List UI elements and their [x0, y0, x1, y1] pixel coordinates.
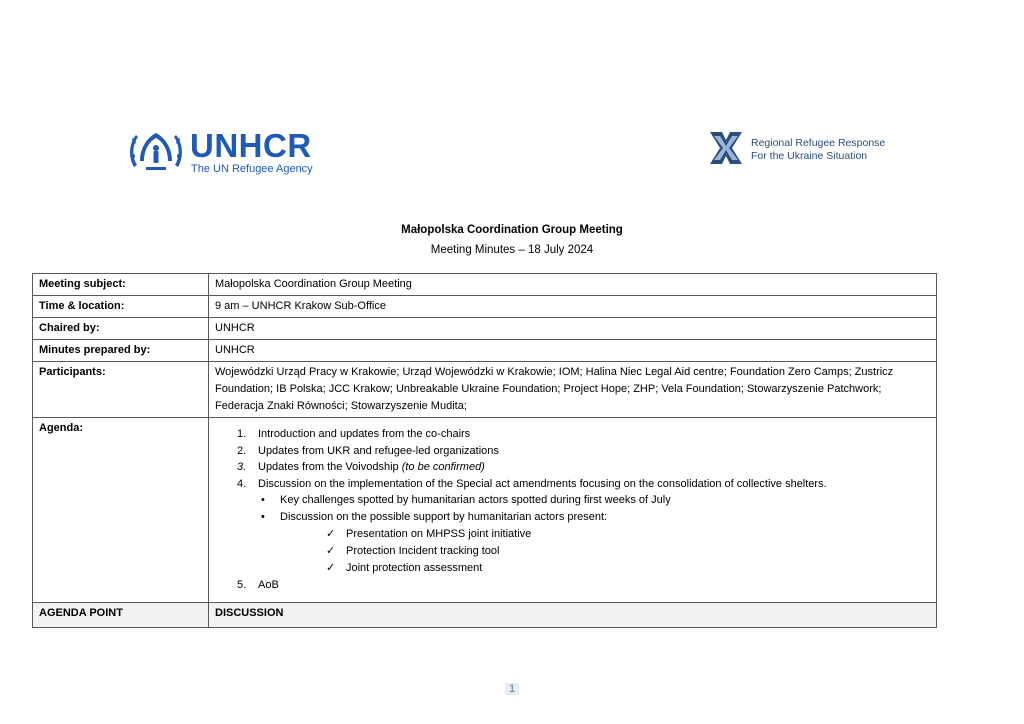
agenda-bullet — [215, 509, 930, 526]
discussion-header: DISCUSSION — [209, 603, 937, 628]
agenda-item-number: 2. — [237, 444, 247, 457]
row-label: Participants: — [33, 362, 209, 418]
page-number: 1 — [505, 683, 519, 695]
agenda-sublist — [215, 492, 930, 526]
checklist-item — [215, 560, 930, 577]
bullet-text: Discussion on the possible support by humanitarian actors present: — [280, 511, 608, 523]
checkmark-icon: ✓ — [326, 562, 336, 574]
agenda-item-number: 1. — [237, 428, 247, 440]
checklist-item — [215, 543, 930, 560]
agenda-item-text: Updates from the Voivodship — [258, 461, 399, 473]
table-row — [33, 274, 937, 296]
checklist-item — [215, 526, 930, 543]
agenda-item — [215, 476, 930, 493]
document-subtitle: Meeting Minutes – 18 July 2024 — [430, 244, 594, 256]
agenda-item-text: Updates from UKR and refugee-led organizations — [258, 444, 499, 457]
agenda-row — [33, 418, 937, 603]
row-label: Meeting subject: — [33, 274, 209, 296]
agenda-point-header: AGENDA POINT — [33, 603, 209, 628]
agenda-checklist — [215, 526, 930, 577]
agenda-content — [209, 418, 937, 603]
agenda-item-text: Discussion on the implementation of the Special act amendments focusing on the consolidation of collective shelters. — [258, 477, 827, 490]
bullet-icon: • — [261, 511, 265, 523]
meeting-info-table — [32, 273, 937, 628]
row-value: UNHCR — [209, 318, 937, 340]
checkmark-icon: ✓ — [326, 545, 336, 557]
table-row — [33, 340, 937, 362]
row-value: Wojewódzki Urząd Pracy w Krakowie; Urząd Wojewódzki w Krakowie; IOM; Halina Niec Legal Aid centre; Foundation Zero Camps; Zustricz Foundation; IB Polska; JCC Krakow; Unbreakable Ukraine Foundation; Project Hope; ZHP; Vela Foundation; Stowarzyszenie Patchwork; Federacja Znaki Równości; Stowarzyszenie Mudita; — [209, 362, 937, 418]
rrr-line2: For the Ukraine Situation — [751, 150, 868, 162]
rrr-line1: Regional Refugee Response — [751, 137, 886, 149]
agenda-item-number: 4. — [237, 477, 247, 490]
unhcr-tagline: The UN Refugee Agency — [191, 163, 313, 175]
table-row — [33, 296, 937, 318]
checklist-text: Protection Incident tracking tool — [346, 545, 500, 557]
rrr-logo — [706, 128, 896, 170]
document-title: Małopolska Coordination Group Meeting — [401, 224, 623, 236]
agenda-item — [215, 459, 930, 476]
agenda-item-number: 3. — [237, 461, 247, 473]
agenda-list-end — [215, 577, 930, 594]
agenda-item-text: Introduction and updates from the co-chairs — [258, 428, 471, 440]
agenda-item — [215, 426, 930, 443]
bullet-text: Key challenges spotted by humanitarian actors spotted during first weeks of July — [280, 494, 671, 506]
table-row — [33, 318, 937, 340]
agenda-item — [215, 443, 930, 460]
row-value: 9 am – UNHCR Krakow Sub-Office — [209, 296, 937, 318]
agenda-item-note: (to be confirmed) — [401, 461, 485, 473]
row-value: Małopolska Coordination Group Meeting — [209, 274, 937, 296]
agenda-item-text: AoB — [258, 579, 279, 591]
checklist-text: Presentation on MHPSS joint initiative — [346, 528, 532, 540]
table-row — [33, 362, 937, 418]
row-label: Minutes prepared by: — [33, 340, 209, 362]
rrr-text — [751, 137, 885, 163]
rrr-emblem-icon — [706, 128, 746, 168]
unhcr-emblem-icon — [126, 127, 186, 175]
agenda-list — [215, 426, 930, 492]
bullet-icon: • — [261, 494, 265, 506]
agenda-item-number: 5. — [237, 579, 247, 591]
row-label: Chaired by: — [33, 318, 209, 340]
agenda-label: Agenda: — [33, 418, 209, 603]
row-label: Time & location: — [33, 296, 209, 318]
unhcr-logo — [126, 127, 336, 177]
agenda-bullet — [215, 492, 930, 509]
checkmark-icon: ✓ — [326, 528, 336, 540]
row-value: UNHCR — [209, 340, 937, 362]
section-header-row — [33, 603, 937, 628]
checklist-text: Joint protection assessment — [346, 562, 483, 574]
unhcr-wordmark: UNHCR — [190, 127, 312, 164]
agenda-item — [215, 577, 930, 594]
